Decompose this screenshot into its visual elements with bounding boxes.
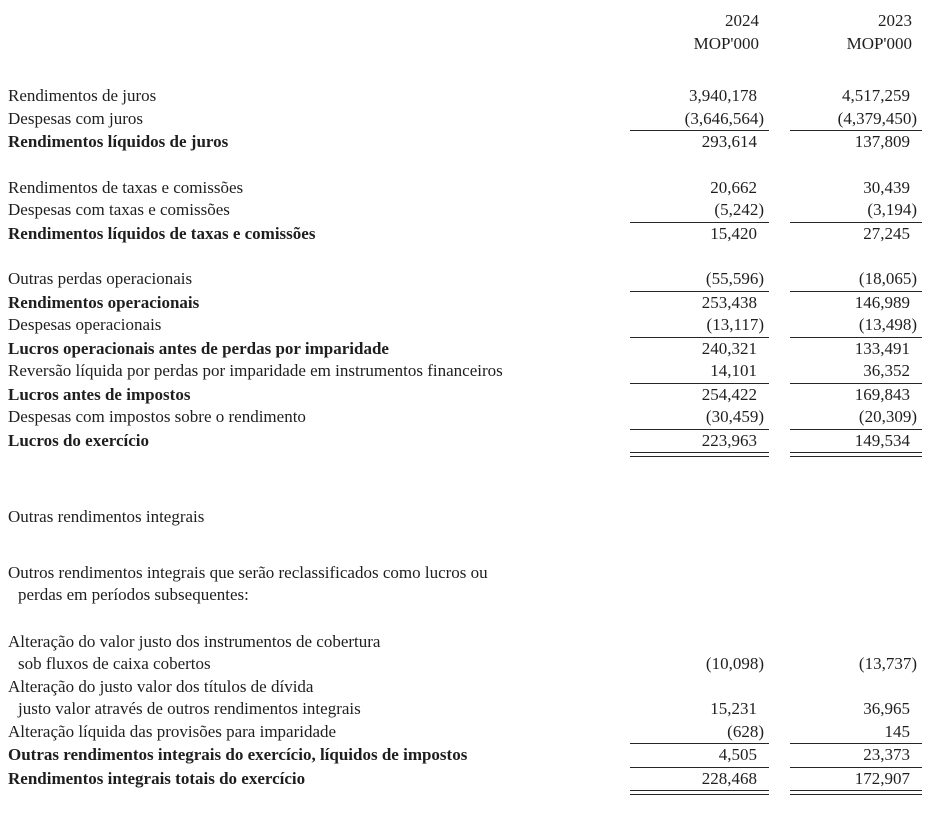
spacer [8, 453, 922, 506]
year-header-row [8, 10, 922, 33]
value-2024 [630, 562, 769, 585]
text-line [8, 584, 922, 607]
statement-row [8, 698, 922, 721]
row-label: Despesas com impostos sobre o rendimento [8, 407, 306, 426]
row-label: Alteração do justo valor dos títulos de dívida [8, 676, 314, 696]
statement-row [8, 131, 922, 154]
value-2024: 254,422 [701, 384, 757, 404]
value-2024: (628) [630, 721, 769, 745]
spacer [8, 245, 922, 268]
statement-row [8, 223, 922, 246]
value-2024: 4,505 [630, 744, 769, 768]
value-2023: 146,989 [854, 292, 910, 312]
value-2023: (18,065) [790, 268, 922, 292]
unit-2023-header: MOP'000 [846, 33, 912, 53]
value-2024 [630, 631, 769, 654]
row-label: sob fluxos de caixa cobertos [18, 654, 211, 673]
row-label: Outras rendimentos integrais do exercício, líquidos de impostos [8, 745, 468, 764]
value-2023: (20,309) [790, 406, 922, 430]
unit-header-row [8, 33, 922, 56]
statement-row [8, 384, 922, 407]
value-2024: 293,614 [701, 132, 757, 151]
statement-row [8, 744, 922, 768]
value-2024 [630, 506, 769, 529]
value-2024: 223,963 [630, 430, 769, 454]
row-label: Despesas operacionais [8, 315, 162, 334]
row-label: Rendimentos de taxas e comissões [8, 177, 244, 197]
value-2023 [790, 562, 922, 585]
year-2024-header: 2024 [725, 11, 759, 30]
value-2023 [790, 631, 922, 654]
statement-row [8, 406, 922, 430]
row-label: Rendimentos operacionais [8, 292, 200, 312]
text-line [8, 631, 922, 654]
row-label: Rendimentos líquidos de juros [8, 132, 229, 151]
value-2023: 4,517,259 [842, 86, 910, 105]
statement-row [8, 653, 922, 676]
spacer [8, 607, 922, 631]
value-2024 [630, 584, 769, 607]
text-line [8, 562, 922, 585]
text-line [8, 676, 922, 699]
statement-row [8, 292, 922, 315]
value-2024: 15,420 [710, 223, 757, 243]
statement-row [8, 360, 922, 384]
value-2024: (55,596) [630, 268, 769, 292]
value-2023: 149,534 [790, 430, 922, 454]
row-label: Outras rendimentos integrais [8, 507, 205, 526]
value-2023: 172,907 [790, 768, 922, 792]
statement-row [8, 721, 922, 745]
row-label: Rendimentos de juros [8, 86, 157, 105]
value-2024: (10,098) [705, 654, 764, 673]
statement-row [8, 108, 922, 132]
row-label: Despesas com juros [8, 108, 144, 128]
row-label: Alteração do valor justo dos instrumentos de cobertura [8, 631, 381, 651]
value-2024: 14,101 [630, 360, 769, 384]
row-label: Lucros do exercício [8, 430, 150, 450]
statement-row [8, 199, 922, 223]
value-2023: 36,965 [863, 699, 910, 718]
statement-row [8, 268, 922, 292]
value-2024: (30,459) [630, 406, 769, 430]
value-2023: 36,352 [790, 360, 922, 384]
section-heading [8, 506, 922, 529]
value-2023: 133,491 [854, 338, 910, 358]
value-2024: 253,438 [701, 292, 757, 312]
value-2023: 23,373 [790, 744, 922, 768]
value-2023: 169,843 [854, 384, 910, 404]
value-2023: (13,498) [790, 314, 922, 338]
value-2024: 228,468 [630, 768, 769, 792]
row-label: perdas em períodos subsequentes: [18, 585, 249, 604]
value-2023: 30,439 [863, 177, 910, 197]
row-label: Rendimentos líquidos de taxas e comissões [8, 223, 316, 243]
statement-rows [8, 55, 922, 791]
value-2024: 240,321 [701, 338, 757, 358]
spacer [8, 154, 922, 177]
row-label: Despesas com taxas e comissões [8, 200, 230, 219]
row-label: Lucros antes de impostos [8, 384, 191, 404]
value-2023 [790, 584, 922, 607]
statement-row [8, 314, 922, 338]
row-label: justo valor através de outros rendimentos integrais [18, 699, 361, 718]
row-label: Alteração líquida das provisões para imparidade [8, 721, 337, 741]
row-label: Rendimentos integrais totais do exercício [8, 768, 306, 788]
statement-row [8, 768, 922, 792]
value-2024 [630, 676, 769, 699]
row-label: Reversão líquida por perdas por imparidade em instrumentos financeiros [8, 361, 503, 380]
value-2023: 145 [790, 721, 922, 745]
header-spacer [8, 33, 630, 56]
value-2023: 137,809 [854, 132, 910, 151]
value-2023: 27,245 [863, 223, 910, 243]
value-2023 [790, 506, 922, 529]
statement-row [8, 430, 922, 454]
value-2023 [790, 676, 922, 699]
value-2024: 20,662 [710, 177, 757, 197]
value-2024: (5,242) [630, 199, 769, 223]
year-2023-header: 2023 [878, 11, 912, 30]
unit-2024-header: MOP'000 [693, 33, 759, 53]
value-2024: (13,117) [630, 314, 769, 338]
statement-row [8, 338, 922, 361]
spacer [8, 529, 922, 562]
row-label: Lucros operacionais antes de perdas por imparidade [8, 338, 389, 358]
statement-row [8, 177, 922, 200]
row-label: Outros rendimentos integrais que serão reclassificados como lucros ou [8, 562, 488, 582]
value-2024: 15,231 [710, 699, 757, 718]
value-2023: (13,737) [858, 654, 917, 673]
header-spacer [8, 10, 630, 33]
statement-row [8, 85, 922, 108]
row-label: Outras perdas operacionais [8, 269, 193, 288]
value-2024: (3,646,564) [630, 108, 769, 132]
value-2024: 3,940,178 [689, 86, 757, 105]
spacer [8, 55, 922, 85]
value-2023: (4,379,450) [790, 108, 922, 132]
value-2023: (3,194) [790, 199, 922, 223]
